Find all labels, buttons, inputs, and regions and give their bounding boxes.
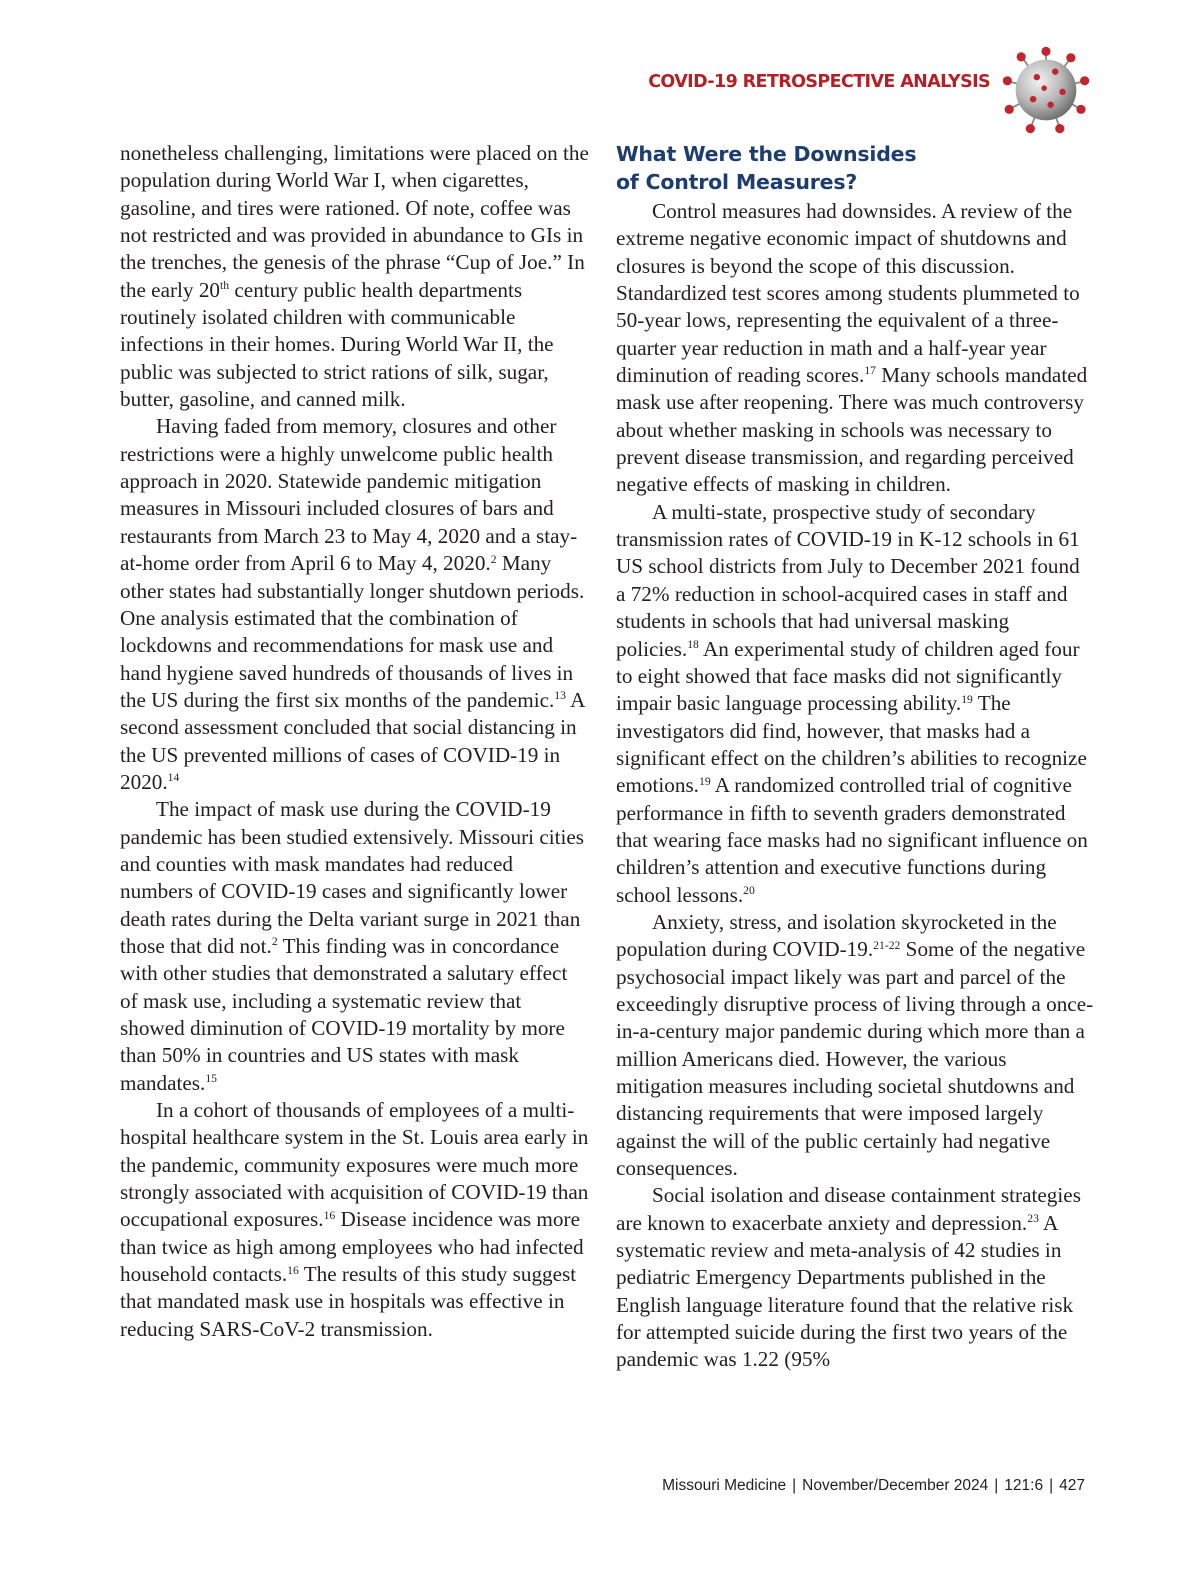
right-column: [616, 140, 1094, 1374]
issue-date: November/December 2024: [802, 1477, 989, 1494]
body-paragraph: In a cohort of thousands of employees of a multi-hospital healthcare system in the St. Louis area early in the pandemic, community exposures were much more strongly associated with acquisition of COVID-19 than occupational exposures.$^{16}$ Disease incidence was more than twice as high among employees who had infected household contacts.$^{16}$ The results of this study suggest that mandated mask use in hospitals was effective in reducing SARS-CoV-2 transmission.: [120, 1098, 589, 1341]
body-paragraph: Social isolation and disease containment strategies are known to exacerbate anxiety and depression.$^{23}$ A systematic review and meta-analysis of 42 studies in pediatric Emergency Departments published in the English language literature found that the relative risk for attempted suicide during the first two years of the pandemic was 1.22 (95%: [616, 1183, 1081, 1372]
volume-issue: 121:6: [1004, 1477, 1044, 1494]
footer-separator: |: [792, 1477, 797, 1494]
page-footer: [662, 1477, 1085, 1495]
body-paragraph: A multi-state, prospective study of secondary transmission rates of COVID-19 in K-12 schools in 61 US school districts from July to December 2021 found a 72% reduction in school-acquired cases in staff and students in schools that had universal masking policies.$^{18}$ An experimental study of children aged four to eight showed that face masks did not significantly impair basic language processing ability.$^{19}$ The investigators did find, however, that masks had a significant effect on the children’s abilities to recognize emotions.$^{19}$ A randomized controlled trial of cognitive performance in fifth to seventh graders demonstrated that wearing face masks had no significant influence on children’s attention and executive functions during school lessons.$^{20}$: [616, 499, 1088, 907]
section-heading-line1: What Were the Downsides: [616, 142, 917, 166]
footer-separator: |: [994, 1477, 999, 1494]
body-paragraph: Anxiety, stress, and isolation skyrocketed in the population during COVID-19.$^{21-22}$ Some of the negative psychosocial impact likely was part and parcel of the exceedingly disruptive process of living through a once-in-a-century major pandemic during which more than a million Americans died. However, the various mitigation measures including societal shutdowns and distancing requirements that were imposed largely against the will of the public certainly had negative consequences.: [616, 909, 1094, 1181]
body-paragraph: nonetheless challenging, limitations were placed on the population during World War I, when cigarettes, gasoline, and tires were rationed. Of note, coffee was not restricted and was provided in abundance to GIs in the trenches, the genesis of the phrase “Cup of Joe.” In the early 20th century public health departments routinely isolated children with communicable infections in their homes. During World War II, the public was subjected to strict rations of silk, sugar, butter, gasoline, and canned milk.: [120, 141, 589, 412]
left-column: [120, 140, 590, 1343]
body-paragraph: Control measures had downsides. A review of the extreme negative economic impact of shutdowns and closures is beyond the scope of this discussion. Standardized test scores among students plummeted to 50-year lows, representing the equivalent of a three-quarter year reduction in math and a half-year year diminution of reading scores.$^{17}$ Many schools mandated mask use after reopening. There was much controversy about whether masking in schools was necessary to prevent disease transmission, and regarding perceived negative effects of masking in children.: [616, 199, 1088, 497]
page-number: 427: [1059, 1477, 1085, 1494]
footer-separator: |: [1049, 1477, 1054, 1494]
section-heading-line2: of Control Measures?: [616, 170, 858, 194]
body-paragraph: Having faded from memory, closures and other restrictions were a highly unwelcome public health approach in 2020. Statewide pandemic mitigation measures in Missouri included closures of bars and restaurants from March 23 to May 4, 2020 and a stay-at-home order from April 6 to May 4, 2020.$^2$ Many other states had substantially longer shutdown periods. One analysis estimated that the combination of lockdowns and recommendations for mask use and hand hygiene saved hundreds of thousands of lives in the US during the first six months of the pandemic.$^{13}$ A second assessment concluded that social distancing in the US prevented millions of cases of COVID-19 in 2020.14: [120, 414, 585, 794]
body-paragraph: The impact of mask use during the COVID-19 pandemic has been studied extensively. Missouri cities and counties with mask mandates had reduced numbers of COVID-19 cases and significantly lower death rates during the Delta variant surge in 2021 than those that did not.$^2$ This finding was in concordance with other studies that demonstrated a salutary effect of mask use, including a systematic review that showed diminution of COVID-19 mortality by more than 50% in countries and US states with mask mandates.$^{15}$: [120, 797, 585, 1095]
coronavirus-image: [1000, 44, 1092, 136]
section-heading: [616, 140, 1094, 196]
section-header: COVID-19 RETROSPECTIVE ANALYSIS: [648, 72, 990, 92]
journal-name: Missouri Medicine: [662, 1477, 787, 1494]
